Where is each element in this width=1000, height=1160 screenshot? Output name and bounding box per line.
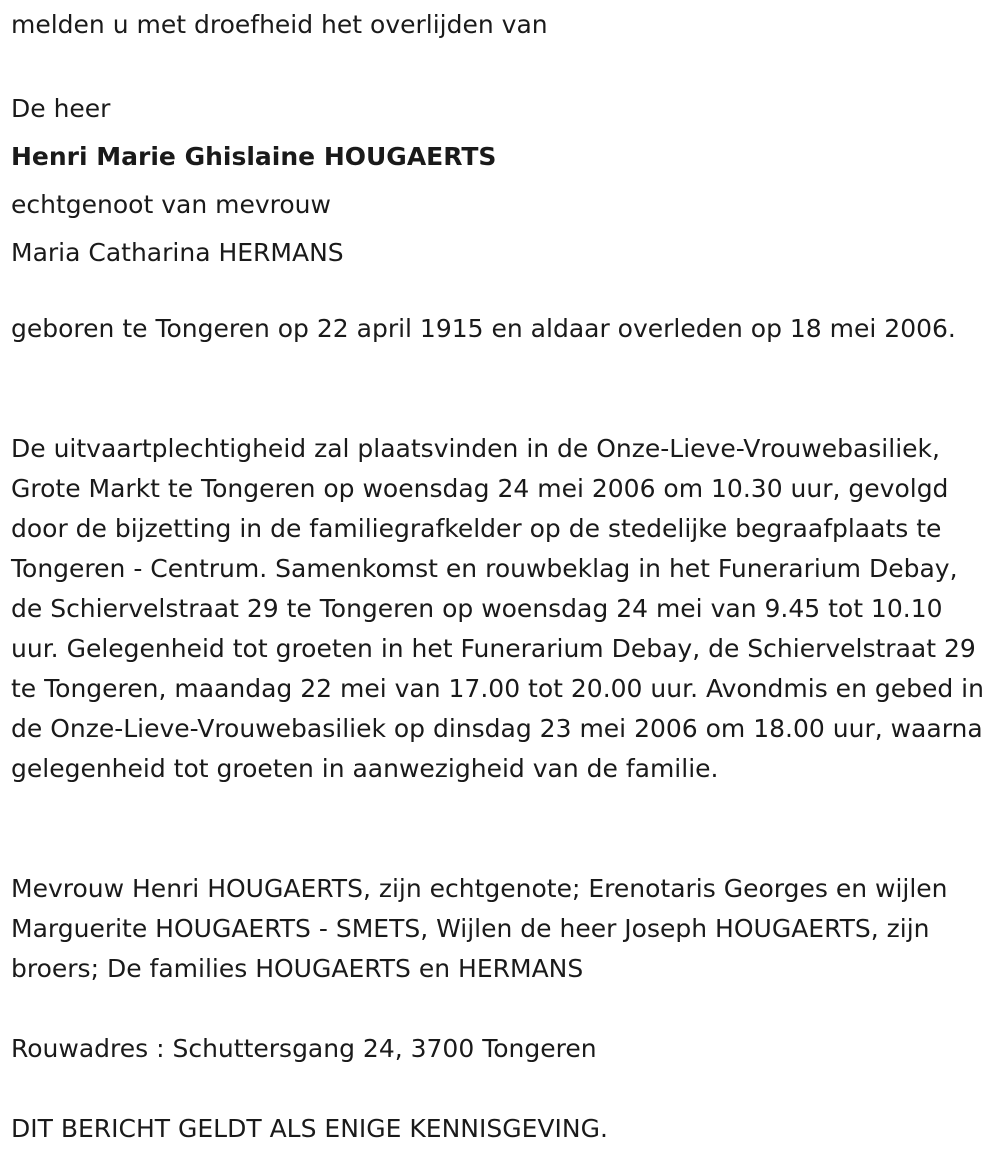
spouse-name: Maria Catharina HERMANS bbox=[11, 238, 344, 267]
deceased-name: Henri Marie Ghislaine HOUGAERTS bbox=[11, 142, 497, 171]
ceremony-paragraph: De uitvaartplechtigheid zal plaatsvinden in de Onze-Lieve-Vrouwebasiliek, Grote Markt te Tongeren op woensdag 24 mei 2006 om 10.30 uur, gevolgd door de bijzetting in de familiegrafkelder op de stedelijke begraafplaats te Tongeren - Centrum. Samenkomst en rouwbeklag in het Funerarium Debay, de Schiervelstraat 29 te Tongeren op woensdag 24 mei van 9.45 tot 10.10 uur. Gelegenheid tot groeten in het Funerarium Debay, de Schiervelstraat 29 te Tongeren, maandag 22 mei van 17.00 tot 20.00 uur. Avondmis en gebed in de Onze-Lieve-Vrouwebasiliek op dinsdag 23 mei 2006 om 18.00 uur, waarna gelegenheid tot groeten in aanwezigheid van de familie. bbox=[11, 434, 984, 783]
family-paragraph: Mevrouw Henri HOUGAERTS, zijn echtgenote; Erenotaris Georges en wijlen Marguerite HOUGAERTS - SMETS, Wijlen de heer Joseph HOUGAERTS, zijn broers; De families HOUGAERTS en HERMANS bbox=[11, 874, 948, 983]
intro-text: melden u met droefheid het overlijden van bbox=[11, 10, 548, 39]
title-prefix: De heer bbox=[11, 94, 111, 123]
birth-death-paragraph: geboren te Tongeren op 22 april 1915 en aldaar overleden op 18 mei 2006. bbox=[11, 314, 956, 343]
spouse-intro: echtgenoot van mevrouw bbox=[11, 190, 331, 219]
closing-notice: DIT BERICHT GELDT ALS ENIGE KENNISGEVING. bbox=[11, 1114, 608, 1143]
mourning-address: Rouwadres : Schuttersgang 24, 3700 Tongeren bbox=[11, 1034, 597, 1063]
